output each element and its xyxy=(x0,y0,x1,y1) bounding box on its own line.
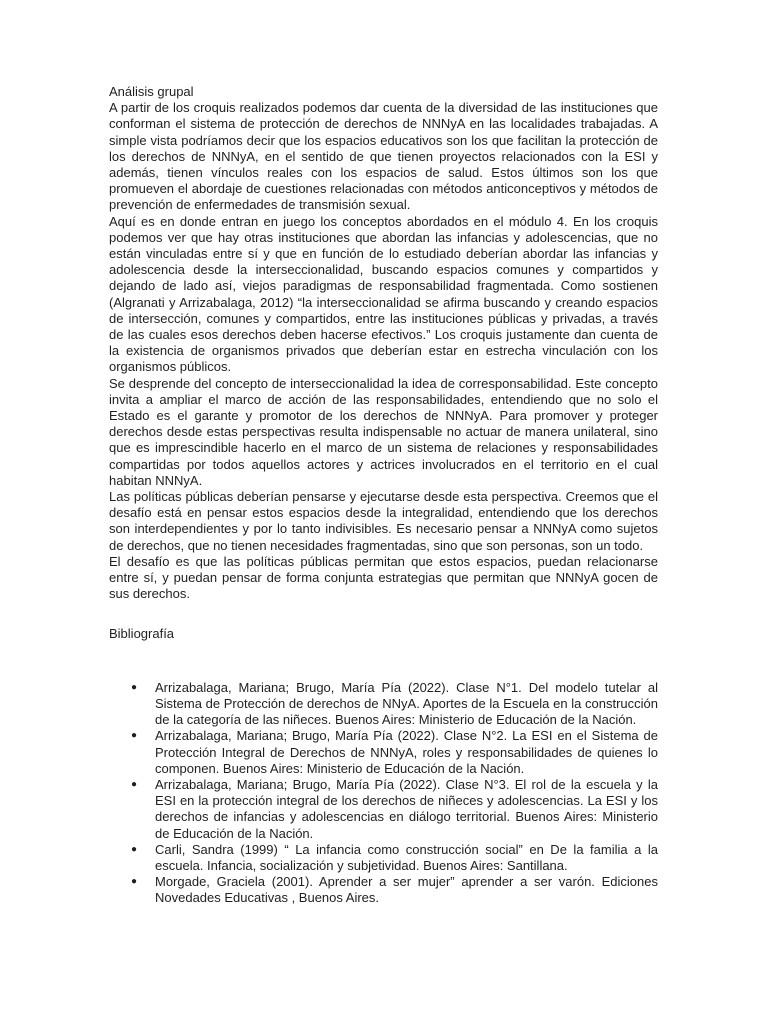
bullet-icon: ● xyxy=(131,843,138,855)
bibliography-item-text: Arrizabalaga, Mariana; Brugo, María Pía (2022). Clase N°2. La ESI en el Sistema de Protección Integral de Derechos de NNNyA, roles y responsabilidades de quienes lo componen. Buenos Aires: Ministerio de Educación de la Nación. xyxy=(155,728,658,776)
bibliography-title: Bibliografía xyxy=(109,625,175,641)
section-title: Análisis grupal xyxy=(109,84,194,99)
paragraph: Se desprende del concepto de interseccionalidad la idea de corresponsabilidad. Este concepto invita a ampliar el marco de acción de las responsabilidades, entendiendo que no solo el Estado es el garante y promotor de los derechos de NNNyA. Para promover y proteger derechos desde estas perspectivas resulta indispensable no actuar de manera unilateral, sino que es imprescindible hacerlo en el marco de un sistema de relaciones y responsabilidades compartidas por todos aquellos actores y actrices involucrados en el territorio en el cual habitan NNNyA. xyxy=(109,375,658,488)
bibliography-item-text: Arrizabalaga, Mariana; Brugo, María Pía (2022). Clase N°1. Del modelo tutelar al Sistema de Protección de derechos de NNyA. Aportes de la Escuela en la construcción de la categoría de las niñeces. Buenos Aires: Ministerio de Educación de la Nación. xyxy=(155,679,658,728)
bibliography-item xyxy=(109,728,658,777)
bibliography-item-text: Carli, Sandra (1999) “ La infancia como construcción social” en De la familia a la escuela. Infancia, socialización y subjetividad. Buenos Aires: Santillana. xyxy=(155,841,658,873)
paragraph: Aquí es en donde entran en juego los conceptos abordados en el módulo 4. En los croquis podemos ver que hay otras instituciones que abordan las infancias y adolescencias, que no están vinculadas entre sí y que en función de lo estudiado deberían abordar las infancias y adolescencia desde la interseccionalidad, buscando espacios comunes y compartidos y dejando de lado así, viejos paradigmas de responsabilidad fragmentada. Como sostienen (Algranati y Arrizabalaga, 2012) “la interseccionalidad se afirma buscando y creando espacios de intersección, comunes y compartidos, entre las instituciones públicas y privadas, a través de las cuales esos derechos deben hacerse efectivos.” Los croquis justamente dan cuenta de la existencia de organismos privados que deberían estar en estrecha vinculación con los organismos públicos. xyxy=(109,213,658,375)
paragraph: El desafío es que las políticas públicas permitan que estos espacios, puedan relacionarse entre sí, y puedan pensar de forma conjunta estrategias que permitan que NNNyA gocen de sus derechos. xyxy=(109,553,658,602)
bibliography-item xyxy=(109,680,658,729)
bibliography-item xyxy=(109,777,658,842)
bullet-icon: ● xyxy=(131,876,138,888)
bibliography-item xyxy=(109,874,658,906)
bibliography-item-text: Morgade, Graciela (2001). Aprender a ser mujer” aprender a ser varón. Ediciones Novedades Educativas , Buenos Aires. xyxy=(155,874,658,906)
bibliography-item-text: Arrizabalaga, Mariana; Brugo, María Pía (2022). Clase N°3. El rol de la escuela y la ESI en la protección integral de los derechos de niñeces y adolescencias. La ESI y los derechos de infancias y adolescencias en diálogo territorial. Buenos Aires: Ministerio de Educación de la Nación. xyxy=(155,776,658,841)
paragraph: Las políticas públicas deberían pensarse y ejecutarse desde esta perspectiva. Creemos que el desafío está en pensar estos espacios desde la integralidad, entendiendo que los derechos son interdependientes y por lo tanto indivisibles. Es necesario pensar a NNNyA como sujetos de derechos, que no tienen necesidades fragmentadas, sino que son personas, son un todo. xyxy=(109,489,658,553)
bullet-icon: ● xyxy=(131,778,138,790)
bullet-icon: ● xyxy=(131,681,138,693)
bullet-icon: ● xyxy=(131,730,138,742)
paragraph: A partir de los croquis realizados podemos dar cuenta de la diversidad de las instituciones que conforman el sistema de protección de derechos de NNNyA en las localidades trabajadas. A simple vista podríamos decir que los espacios educativos son los que facilitan la protección de los derechos de NNNyA, en el sentido de que tienen proyectos relacionados con la ESI y además, tienen vínculos reales con los espacios de salud. Estos últimos son los que promueven el abordaje de cuestiones relacionadas con métodos anticonceptivos y métodos de prevención de enfermedades de transmisión sexual. xyxy=(109,100,658,213)
bibliography-list xyxy=(109,680,658,907)
bibliography-item xyxy=(109,842,658,874)
document-page xyxy=(109,84,658,907)
